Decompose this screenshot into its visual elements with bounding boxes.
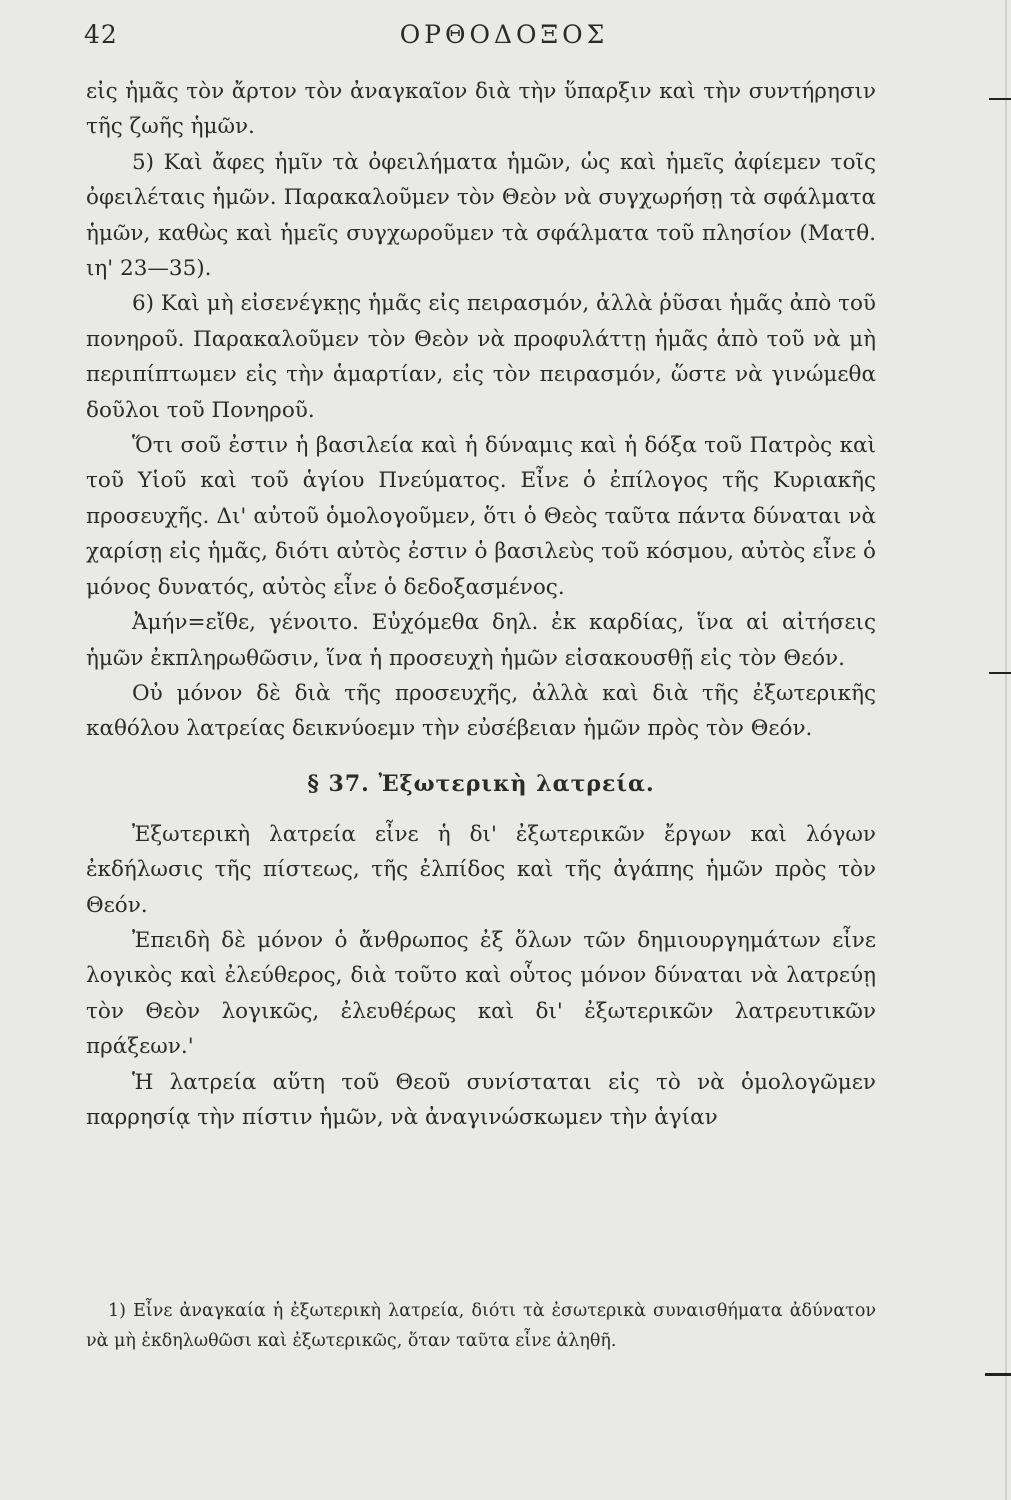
section-heading: § 37. Ἐξωτερικὴ λατρεία.: [307, 770, 655, 797]
page-header: [84, 14, 884, 54]
edge-mark: [989, 672, 1011, 674]
page-number: 42: [84, 20, 118, 49]
paragraph: Ἐπειδὴ δὲ μόνον ὁ ἄνθρωπος ἐξ ὅλων τῶν δημιουργημάτων εἶνε λογικὸς καὶ ἐλεύθερος, διὰ τοῦτο καὶ οὗτος μόνον δύναται νὰ λατρεύῃ τὸν Θεὸν λογικῶς, ἐλευθέρως καὶ δι' ἐξωτερικῶν λατρευτικῶν πράξεων.': [86, 927, 876, 1060]
edge-mark: [985, 1373, 1011, 1376]
paragraph: Ἡ λατρεία αὕτη τοῦ Θεοῦ συνίσταται εἰς τὸ νὰ ὁμολογῶμεν παρρησίᾳ τὴν πίστιν ἡμῶν, νὰ ἀναγινώσκωμεν τὴν ἁγίαν: [86, 1069, 876, 1130]
body-text: [86, 74, 876, 1135]
paragraph: Οὐ μόνον δὲ διὰ τῆς προσευχῆς, ἀλλὰ καὶ διὰ τῆς ἐξωτερικῆς καθόλου λατρείας δεικνύοεμν τὴν εὐσέβειαν ἡμῶν πρὸς τὸν Θεόν.: [86, 680, 876, 742]
edge-mark: [989, 98, 1011, 100]
paragraph: Ὅτι σοῦ ἐστιν ἡ βασιλεία καὶ ἡ δύναμις καὶ ἡ δόξα τοῦ Πατρὸς καὶ τοῦ Υἱοῦ καὶ τοῦ ἁγίου Πνεύματος. Εἶνε ὁ ἐπίλογος τῆς Κυριακῆς προσευχῆς. Δι' αὐτοῦ ὁμολογοῦμεν, ὅτι ὁ Θεὸς ταῦτα πάντα δύναται νὰ χαρίσῃ εἰς ἡμᾶς, διότι αὐτὸς ἐστιν ὁ βασιλεὺς τοῦ κόσμου, αὐτὸς εἶνε ὁ μόνος δυνατός, αὐτὸς εἶνε ὁ δεδοξασμένος.: [86, 433, 876, 600]
paragraph: Ἀμήν=εἴθε, γένοιτο. Εὐχόμεθα δηλ. ἐκ καρδίας, ἵνα αἱ αἰτήσεις ἡμῶν ἐκπληρωθῶσιν, ἵνα ἡ προσευχὴ ἡμῶν εἰσακουσθῇ εἰς τὸν Θεόν.: [86, 610, 876, 671]
paragraph: 6) Καὶ μὴ εἰσενέγκῃς ἡμᾶς εἰς πειρασμόν, ἀλλὰ ῥῦσαι ἡμᾶς ἀπὸ τοῦ πονηροῦ. Παρακαλοῦμεν τὸν Θεὸν νὰ προφυλάττῃ ἡμᾶς ἀπὸ τοῦ νὰ μὴ περιπίπτωμεν εἰς τὴν ἁμαρτίαν, εἰς τὸν πειρασμόν, ὥστε νὰ γινώμεθα δοῦλοι τοῦ Πονηροῦ.: [86, 291, 876, 423]
footnote: 1) Εἶνε ἀναγκαία ἡ ἐξωτερικὴ λατρεία, διότι τὰ ἐσωτερικὰ συναισθήματα ἀδύνατον νὰ μὴ ἐκδηλωθῶσι καὶ ἐξωτερικῶς, ὅταν ταῦτα εἶνε ἀληθῆ.: [86, 1301, 876, 1351]
paragraph: Ἐξωτερικὴ λατρεία εἶνε ἡ δι' ἐξωτερικῶν ἔργων καὶ λόγων ἐκδήλωσις τῆς πίστεως, τῆς ἐλπίδος καὶ τῆς ἀγάπης ἡμῶν πρὸς τὸν Θεόν.: [86, 821, 876, 918]
page-edge: [1005, 0, 1007, 1500]
footnotes: [86, 1296, 876, 1356]
paragraph: 5) Καὶ ἄφες ἡμῖν τὰ ὀφειλήματα ἡμῶν, ὡς καὶ ἡμεῖς ἀφίεμεν τοῖς ὀφειλέταις ἡμῶν. Παρακαλοῦμεν τὸν Θεὸν νὰ συγχωρήσῃ τὰ σφάλματα ἡμῶν, καθὼς καὶ ἡμεῖς συγχωροῦμεν τὰ σφάλματα τοῦ πλησίον (Ματθ. ιη' 23—35).: [86, 149, 876, 282]
running-title: ΟΡΘΟΔΟΞΟΣ: [399, 20, 609, 49]
paragraph: εἰς ἡμᾶς τὸν ἄρτον τὸν ἀναγκαῖον διὰ τὴν ὕπαρξιν καὶ τὴν συντήρησιν τῆς ζωῆς ἡμῶν.: [86, 79, 876, 140]
